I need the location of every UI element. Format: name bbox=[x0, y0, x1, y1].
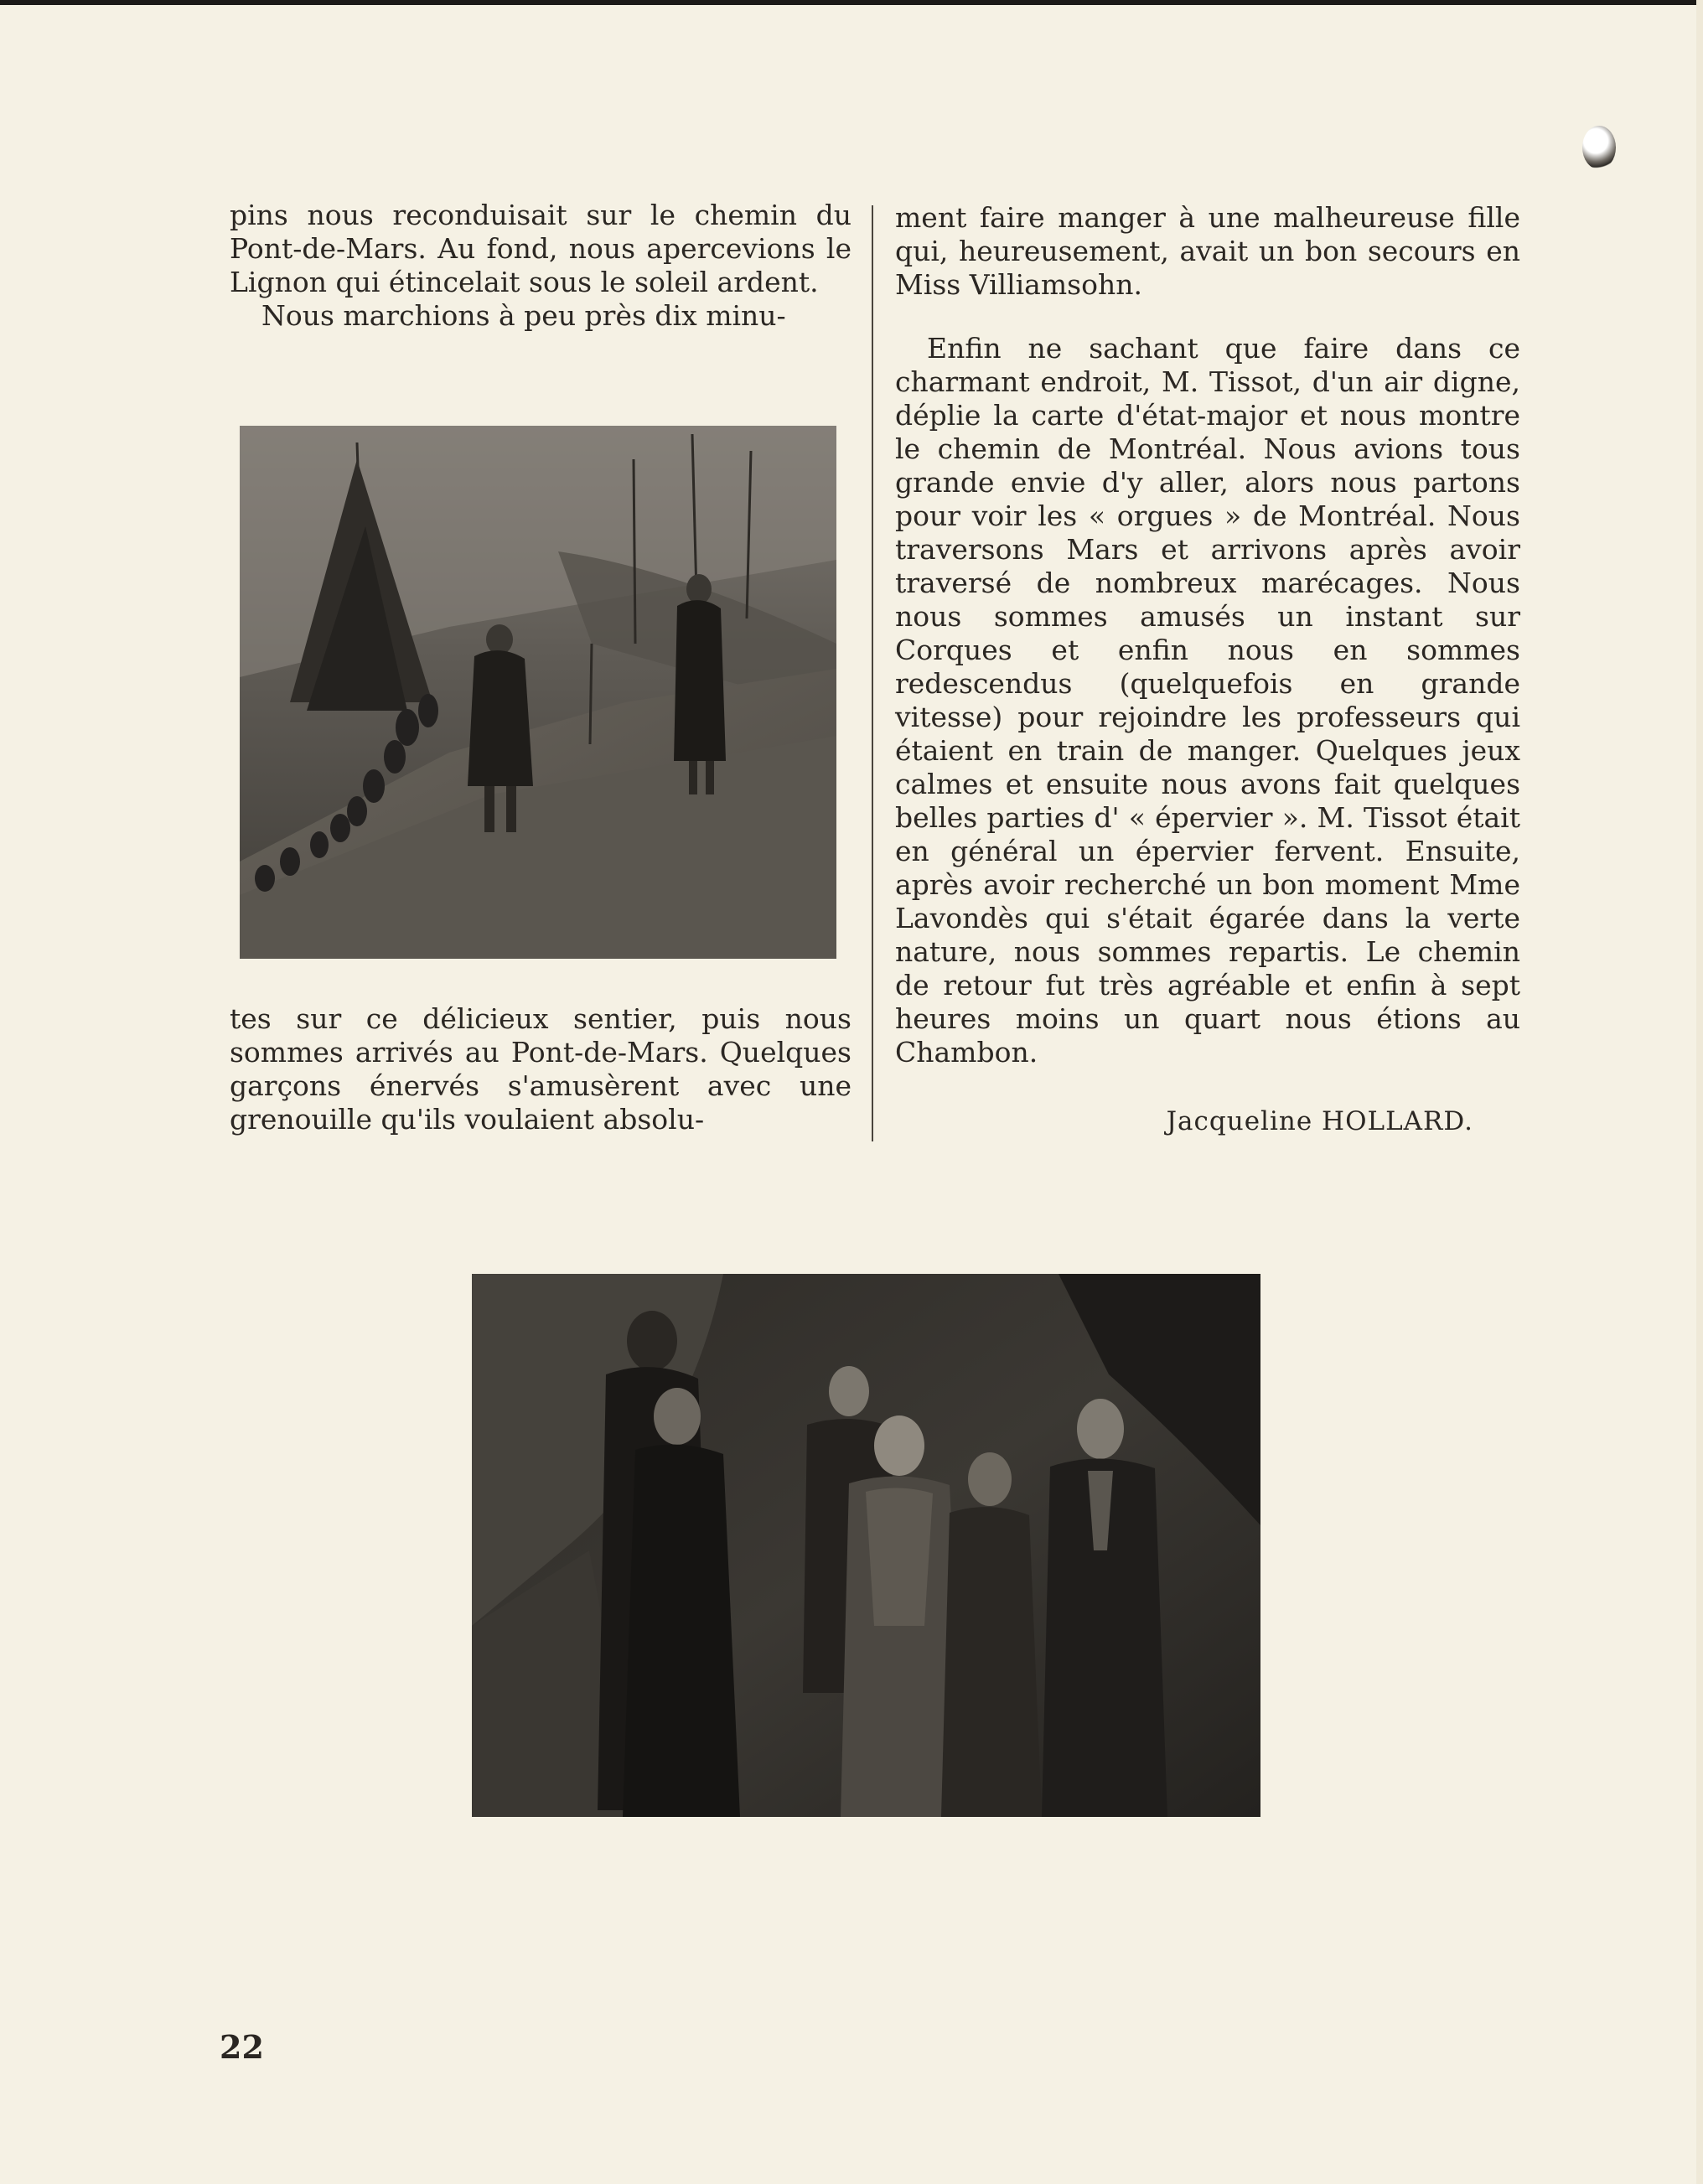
page-number: 22 bbox=[220, 2028, 264, 2066]
paragraph: tes sur ce délicieux sentier, puis nous sommes arrivés au Pont-de-Mars. Quelques garçons énervés s'amusèrent avec une grenouille qu'ils voulaient absolu- bbox=[230, 1002, 852, 1136]
left-column-top-text bbox=[230, 199, 852, 333]
hillside-group-photo bbox=[240, 426, 836, 959]
top-edge-border bbox=[0, 0, 1703, 5]
paragraph: Enfin ne sachant que faire dans ce charmant endroit, M. Tissot, d'un air digne, déplie la carte d'état-major et nous montre le chemin de Montréal. Nous avions tous grande envie d'y aller, alors nous partons pour voir les « orgues » de Montréal. Nous traversons Mars et arrivons après avoir traversé de nombreux marécages. Nous nous sommes amusés un instant sur Corques et enfin nous en sommes redescendus (quelquefois en grande vitesse) pour rejoindre les professeurs qui étaient en train de manger. Quelques jeux calmes et ensuite nous avons fait quelques belles parties d' « épervier ». M. Tissot était en général un épervier fervent. Ensuite, après avoir recherché un bon moment Mme Lavondès qui s'était égarée dans la verte nature, nous sommes repartis. Le chemin de retour fut très agréable et enfin à sept heures moins un quart nous étions au Chambon. bbox=[895, 332, 1520, 1069]
paragraph: Nous marchions à peu près dix minu- bbox=[261, 299, 786, 332]
column-divider bbox=[872, 205, 873, 1141]
group-portrait-photo bbox=[472, 1274, 1260, 1817]
right-column-text bbox=[895, 201, 1520, 1069]
punch-hole-mark bbox=[1582, 126, 1616, 169]
hillside-photo-illustration bbox=[240, 426, 836, 959]
paragraph: ment faire manger à une malheureuse fille qui, heureusement, avait un bon secours en Miss Villiamsohn. bbox=[895, 201, 1520, 301]
author-signature: Jacqueline HOLLARD. bbox=[1166, 1106, 1473, 1136]
paragraph: pins nous reconduisait sur le chemin du Pont-de-Mars. Au fond, nous apercevions le Lignon qui étincelait sous le soleil ardent. bbox=[230, 199, 852, 298]
left-column-bottom-text bbox=[230, 1002, 852, 1136]
right-page-edge bbox=[1696, 0, 1703, 2184]
group-portrait-illustration bbox=[472, 1274, 1260, 1817]
